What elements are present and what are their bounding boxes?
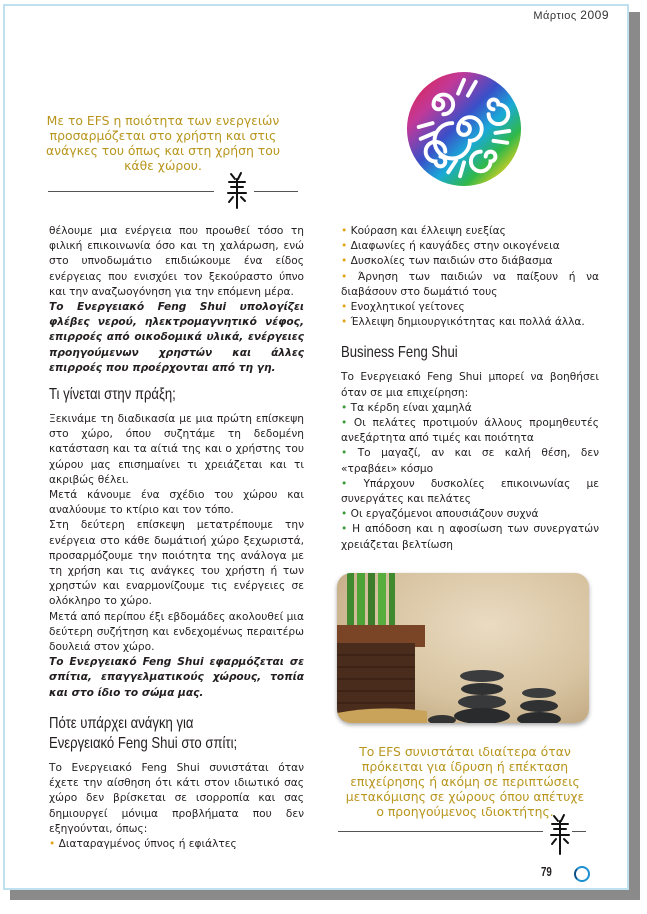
section-heading-home-line1: Πότε υπάρχει ανάγκη για	[49, 714, 194, 732]
pull-quote-top: Με το EFS η ποιότητα των ενεργειών προσαρμόζεται στο χρήστη και στις ανάγκες του όπως και στη χρήση του κάθε χώρου.	[45, 113, 280, 173]
section-heading-home-line2: Ενεργειακό Feng Shui στο σπίτι;	[49, 734, 238, 752]
home-paragraph: Το Ενεργειακό Feng Shui συνιστάται όταν έχετε την αίσθηση ότι κάτι στον ιδιωτικό σας χώρο δεν βρίσκεται σε ισορροπία και σας δημιουργεί μόνιμα προβλήματα που δεν εξηγούνται, όπως:	[49, 761, 304, 835]
list-item: • Η απόδοση και η αφοσίωση των συνεργατών χρειάζεται βελτίωση	[341, 522, 599, 552]
intro-paragraph: θέλουμε μια ενέργεια που προωθεί τόσο τη φιλική επικοινωνία όσο και τη χαλάρωση, ενώ στο υπνοδωμάτιο επιδιώκουμε ένα είδος ενέργειας που ενισχύει τον ξεκούραστο ύπνο και την αναζωογόνηση για την επόμενη μέρα.	[49, 225, 304, 298]
section-heading-practice: Τι γίνεται στην πράξη;	[49, 386, 176, 404]
right-column	[341, 224, 599, 553]
bamboo-and-stones-photo	[337, 573, 589, 723]
list-item: • Οι πελάτες προτιμούν άλλους προμηθευτές ανεξάρτητα από τιμές και ποιότητα	[341, 416, 599, 446]
issue-month: Μάρτιος	[533, 10, 577, 22]
triskelion-rainbow-logo	[405, 70, 523, 188]
divider-line	[572, 831, 586, 832]
list-item: • Άρνηση των παιδιών να παίξουν ή να διαβάσουν στο δωμάτιό τους	[341, 270, 599, 300]
divider-line	[254, 191, 298, 192]
calligraphy-sign-icon	[548, 812, 572, 856]
left-column	[49, 224, 304, 852]
list-item: • Υπάρχουν δυσκολίες επικοινωνίας με συνεργάτες και πελάτες	[341, 477, 599, 507]
list-item: • Τα κέρδη είναι χαμηλά	[341, 401, 599, 416]
photo-illustration	[337, 573, 589, 723]
practice-paragraph-1: Ξεκινάμε τη διαδικασία με μια πρώτη επίσκεψη στο χώρο, όπου συζητάμε τη δεδομένη κατάσταση και τα αίτιά της και ο χρήστης του χώρου μας επισημαίνει τι χρειάζεται και τι ακριβώς θέλει.	[49, 413, 304, 486]
list-item: • Ενοχλητικοί γείτονες	[341, 300, 599, 315]
section-heading-business: Business Feng Shui	[341, 344, 458, 362]
intro-bold-paragraph: Το Ενεργειακό Feng Shui υπολογίζει φλέβες νερού, ηλεκτρομαγνητικό νέφος, επιρροές από οικοδομικά υλικά, ενέργειες προηγούμενων χρηστών και άλλες επιρροές που προέρχονται από τη γη.	[49, 301, 304, 374]
ring-logo-icon	[574, 866, 590, 882]
list-item: • Οι εργαζόμενοι απουσιάζουν συχνά	[341, 507, 599, 522]
list-item: • Κούραση και έλλειψη ευεξίας	[341, 224, 599, 239]
calligraphy-sign-icon	[225, 170, 249, 210]
pull-quote-bottom: Το EFS συνιστάται ιδιαίτερα όταν πρόκειται για ίδρυση ή επέκταση επιχείρησης ή ακόμη σε περιπτώσεις μετακόμισης σε χώρους όπου απέτυχε ο προηγούμενος ιδιοκτήτης.	[345, 744, 585, 819]
issue-date	[533, 8, 609, 22]
list-item: • Διαταραγμένος ύπνος ή εφιάλτες	[49, 837, 304, 852]
list-item: • Έλλειψη δημιουργικότητας και πολλά άλλα.	[341, 315, 599, 330]
issue-year: 2009	[580, 8, 609, 22]
practice-paragraph-2: Μετά κάνουμε ένα σχέδιο του χώρου και αναλύουμε το κτίριο και τον τόπο.	[49, 489, 304, 517]
practice-paragraph-3: Στη δεύτερη επίσκεψη μετατρέπουμε την ενέργεια στο κάθε δωμάτιοή χώρο ξεχωριστά, προσαρμόζουμε την ποιότητα της ανάλογα με τη χρήση και τις ανάγκες του χρήστη ή των χρηστών και εναρμονίζουμε τις ενέργειες σε ολόκληρο το χώρο.	[49, 519, 304, 608]
list-item: • Διαφωνίες ή καυγάδες στην οικογένεια	[341, 239, 599, 254]
divider-line	[338, 831, 543, 832]
practice-bold-paragraph: Το Ενεργειακό Feng Shui εφαρμόζεται σε σπίτια, επαγγελματικούς χώρους, τοπία και στο ίδιο το σώμα μας.	[49, 656, 304, 699]
divider-line	[48, 191, 214, 192]
list-item: • Δυσκολίες των παιδιών στο διάβασμα	[341, 254, 599, 269]
business-intro: Το Ενεργειακό Feng Shui μπορεί να βοηθήσει όταν σε μια επιχείρηση:	[341, 371, 599, 399]
page-number: 79	[541, 864, 552, 879]
practice-paragraph-4: Μετά από περίπου έξι εβδομάδες ακολουθεί μια δεύτερη συζήτηση και ενδεχομένως περαιτέρω δουλειά στον χώρο.	[49, 610, 304, 654]
list-item: • Το μαγαζί, αν και σε καλή θέση, δεν «τραβάει» κόσμο	[341, 446, 599, 476]
